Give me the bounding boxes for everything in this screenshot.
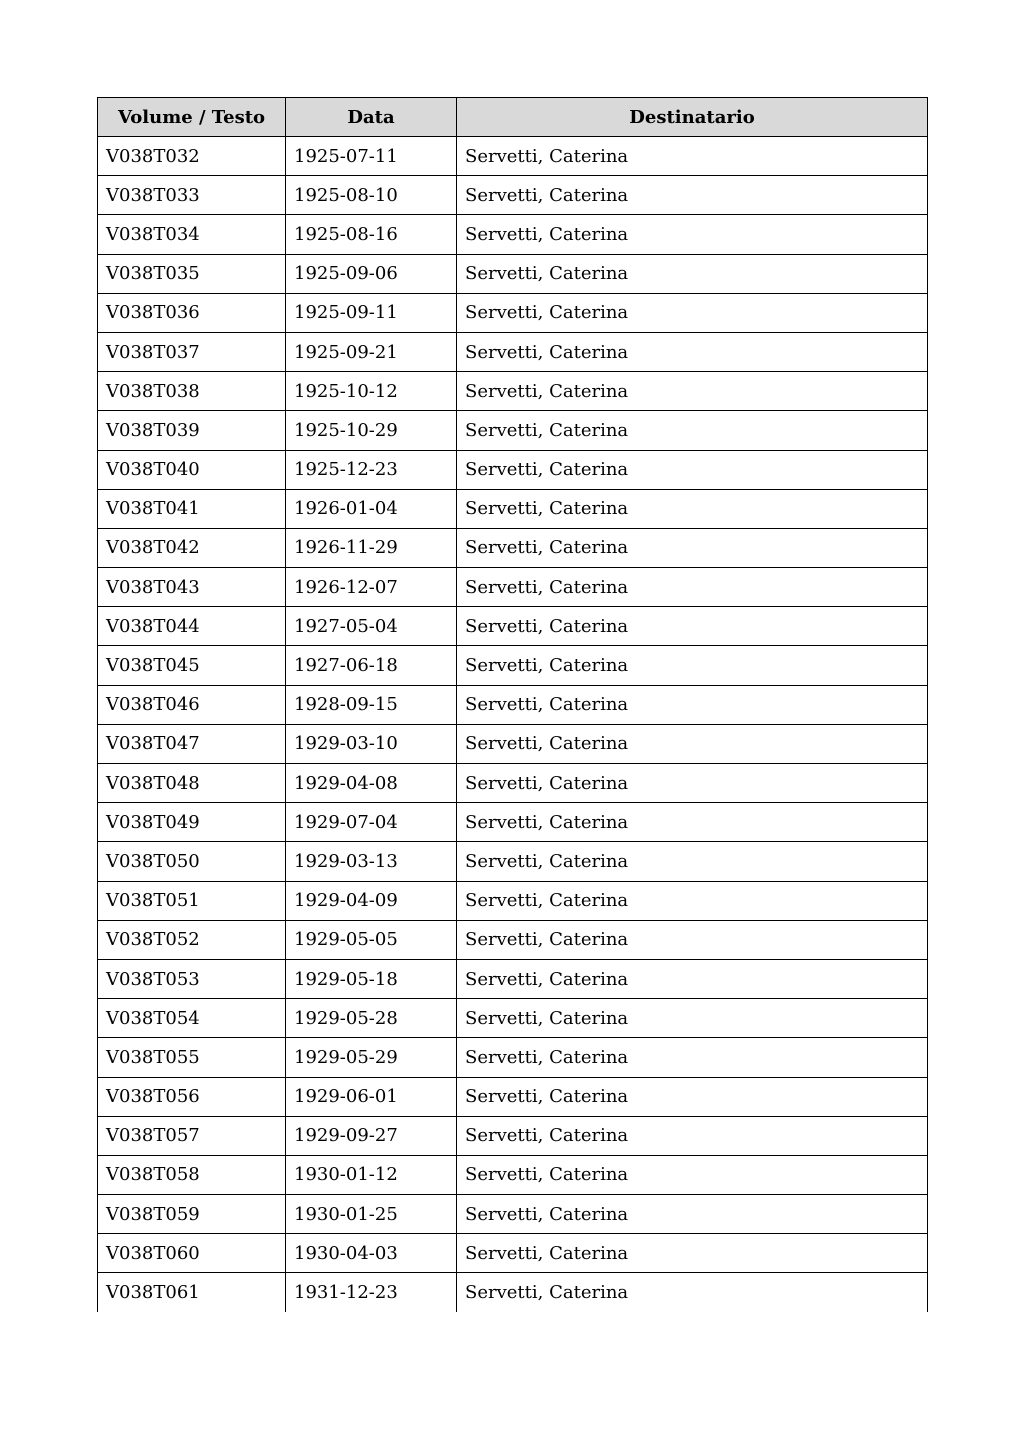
cell-destinatario: Servetti, Caterina [457,920,928,959]
cell-data: 1927-05-04 [286,607,457,646]
table-row [98,724,928,763]
cell-data: 1926-01-04 [286,489,457,528]
table-row [98,1038,928,1077]
cell-volume-testo: V038T058 [98,1155,286,1194]
cell-destinatario: Servetti, Caterina [457,176,928,215]
table-header [98,98,928,137]
cell-data: 1929-03-10 [286,724,457,763]
cell-data: 1929-09-27 [286,1116,457,1155]
cell-destinatario: Servetti, Caterina [457,568,928,607]
cell-volume-testo: V038T052 [98,920,286,959]
cell-destinatario: Servetti, Caterina [457,764,928,803]
table-row [98,842,928,881]
table-row [98,1116,928,1155]
cell-data: 1930-01-12 [286,1155,457,1194]
cell-volume-testo: V038T059 [98,1195,286,1234]
table-row [98,1077,928,1116]
table-row [98,959,928,998]
cell-data: 1927-06-18 [286,646,457,685]
cell-volume-testo: V038T038 [98,372,286,411]
table-row [98,1155,928,1194]
table-row [98,293,928,332]
cell-data: 1931-12-23 [286,1273,457,1312]
cell-destinatario: Servetti, Caterina [457,215,928,254]
cell-volume-testo: V038T053 [98,959,286,998]
table-row [98,528,928,567]
table-row [98,489,928,528]
cell-data: 1929-07-04 [286,803,457,842]
table-row [98,607,928,646]
cell-destinatario: Servetti, Caterina [457,332,928,371]
cell-volume-testo: V038T036 [98,293,286,332]
cell-destinatario: Servetti, Caterina [457,959,928,998]
cell-destinatario: Servetti, Caterina [457,724,928,763]
cell-volume-testo: V038T054 [98,999,286,1038]
cell-destinatario: Servetti, Caterina [457,254,928,293]
cell-volume-testo: V038T046 [98,685,286,724]
cell-volume-testo: V038T041 [98,489,286,528]
cell-destinatario: Servetti, Caterina [457,999,928,1038]
table-row [98,999,928,1038]
cell-volume-testo: V038T049 [98,803,286,842]
cell-data: 1929-05-18 [286,959,457,998]
cell-volume-testo: V038T034 [98,215,286,254]
cell-destinatario: Servetti, Caterina [457,842,928,881]
cell-destinatario: Servetti, Caterina [457,803,928,842]
cell-destinatario: Servetti, Caterina [457,293,928,332]
cell-volume-testo: V038T040 [98,450,286,489]
table-row [98,411,928,450]
cell-volume-testo: V038T045 [98,646,286,685]
cell-volume-testo: V038T042 [98,528,286,567]
cell-data: 1928-09-15 [286,685,457,724]
table-row [98,764,928,803]
table-body [98,137,928,1313]
header-destinatario: Destinatario [457,98,928,137]
cell-data: 1925-07-11 [286,137,457,176]
table-row [98,568,928,607]
table-row [98,1273,928,1312]
table-row [98,372,928,411]
cell-data: 1925-09-11 [286,293,457,332]
table-row [98,646,928,685]
table-row [98,881,928,920]
cell-volume-testo: V038T050 [98,842,286,881]
cell-data: 1925-08-10 [286,176,457,215]
header-row [98,98,928,137]
table-row [98,450,928,489]
cell-destinatario: Servetti, Caterina [457,1155,928,1194]
cell-destinatario: Servetti, Caterina [457,528,928,567]
cell-volume-testo: V038T044 [98,607,286,646]
cell-volume-testo: V038T032 [98,137,286,176]
table-row [98,137,928,176]
cell-destinatario: Servetti, Caterina [457,1038,928,1077]
table-row [98,332,928,371]
cell-data: 1930-04-03 [286,1234,457,1273]
cell-volume-testo: V038T048 [98,764,286,803]
cell-data: 1929-05-29 [286,1038,457,1077]
table-row [98,685,928,724]
cell-destinatario: Servetti, Caterina [457,489,928,528]
cell-volume-testo: V038T056 [98,1077,286,1116]
cell-destinatario: Servetti, Caterina [457,1195,928,1234]
cell-volume-testo: V038T047 [98,724,286,763]
cell-destinatario: Servetti, Caterina [457,137,928,176]
table-row [98,254,928,293]
cell-data: 1925-09-06 [286,254,457,293]
header-volume-testo: Volume / Testo [98,98,286,137]
cell-volume-testo: V038T061 [98,1273,286,1312]
cell-data: 1925-10-12 [286,372,457,411]
cell-destinatario: Servetti, Caterina [457,1273,928,1312]
cell-data: 1925-09-21 [286,332,457,371]
cell-data: 1929-04-08 [286,764,457,803]
cell-data: 1930-01-25 [286,1195,457,1234]
cell-destinatario: Servetti, Caterina [457,607,928,646]
table-row [98,1195,928,1234]
cell-destinatario: Servetti, Caterina [457,881,928,920]
cell-data: 1929-05-28 [286,999,457,1038]
cell-destinatario: Servetti, Caterina [457,1234,928,1273]
cell-data: 1929-05-05 [286,920,457,959]
cell-volume-testo: V038T057 [98,1116,286,1155]
table-row [98,920,928,959]
cell-data: 1929-04-09 [286,881,457,920]
table-row [98,803,928,842]
letters-table [97,97,928,1312]
cell-destinatario: Servetti, Caterina [457,1116,928,1155]
cell-data: 1929-03-13 [286,842,457,881]
cell-data: 1925-08-16 [286,215,457,254]
cell-data: 1925-12-23 [286,450,457,489]
cell-volume-testo: V038T039 [98,411,286,450]
cell-data: 1926-12-07 [286,568,457,607]
cell-data: 1926-11-29 [286,528,457,567]
cell-destinatario: Servetti, Caterina [457,411,928,450]
cell-destinatario: Servetti, Caterina [457,372,928,411]
table-row [98,1234,928,1273]
cell-volume-testo: V038T060 [98,1234,286,1273]
table-row [98,215,928,254]
header-data: Data [286,98,457,137]
cell-volume-testo: V038T035 [98,254,286,293]
cell-volume-testo: V038T037 [98,332,286,371]
cell-volume-testo: V038T033 [98,176,286,215]
cell-data: 1925-10-29 [286,411,457,450]
cell-destinatario: Servetti, Caterina [457,646,928,685]
cell-data: 1929-06-01 [286,1077,457,1116]
cell-destinatario: Servetti, Caterina [457,1077,928,1116]
cell-volume-testo: V038T051 [98,881,286,920]
table-row [98,176,928,215]
cell-volume-testo: V038T055 [98,1038,286,1077]
cell-destinatario: Servetti, Caterina [457,450,928,489]
cell-volume-testo: V038T043 [98,568,286,607]
cell-destinatario: Servetti, Caterina [457,685,928,724]
